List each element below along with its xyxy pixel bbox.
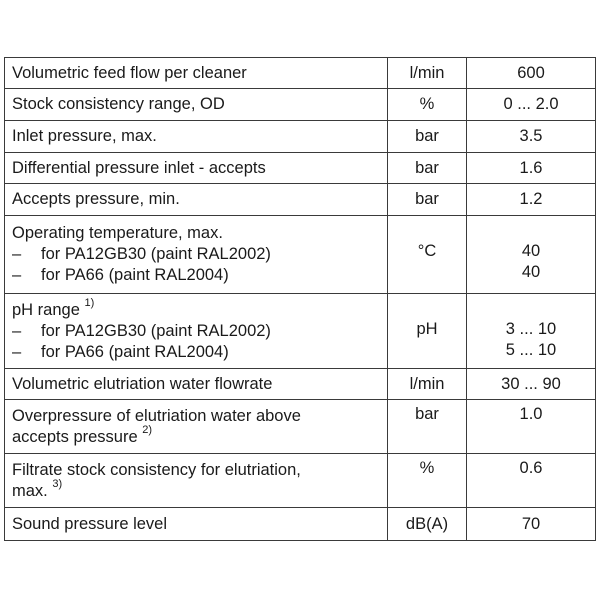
unit-cell: bar <box>388 121 467 153</box>
unit-cell: l/min <box>388 369 467 400</box>
unit-cell: bar <box>388 184 467 216</box>
table-row-differential-pressure <box>5 153 596 184</box>
parameter-cell: Volumetric elutriation water flowrate <box>5 369 388 400</box>
value-cell: 1.0 <box>467 400 596 454</box>
unit-cell: l/min <box>388 58 467 89</box>
parameter-line <box>12 478 387 502</box>
value-line: 40 <box>521 263 541 281</box>
footnote-marker: 3) <box>52 478 63 490</box>
value-cell: 3.5 <box>467 121 596 153</box>
parameter-line: Overpressure of elutriation water above <box>12 406 301 425</box>
sub-item <box>12 321 387 342</box>
dash-bullet: – <box>12 321 22 340</box>
sub-item-label: for PA12GB30 (paint RAL2002) <box>41 321 271 340</box>
sub-item <box>12 244 387 265</box>
parameter-label <box>12 297 387 321</box>
parameter-cell <box>5 454 388 508</box>
table-row-filtrate-consistency <box>5 454 596 508</box>
sub-item <box>12 342 387 363</box>
parameter-line: Filtrate stock consistency for elutriation, <box>12 460 301 479</box>
parameter-cell: Accepts pressure, min. <box>5 184 388 216</box>
value-line: 3 ... 10 <box>505 320 557 338</box>
footnote-marker: 2) <box>142 424 153 436</box>
specification-table <box>4 57 596 541</box>
value-line: 40 <box>521 242 541 260</box>
value-cell <box>467 216 596 294</box>
parameter-text: max. <box>12 481 48 500</box>
table-row-ph-range <box>5 294 596 369</box>
unit-cell: bar <box>388 153 467 184</box>
value-cell: 1.2 <box>467 184 596 216</box>
unit-cell: % <box>388 454 467 508</box>
parameter-cell <box>5 400 388 454</box>
parameter-label: Operating temperature, max. <box>12 224 223 242</box>
table-row-accepts-pressure <box>5 184 596 216</box>
parameter-cell: Volumetric feed flow per cleaner <box>5 58 388 89</box>
sub-item-label: for PA66 (paint RAL2004) <box>41 342 229 361</box>
value-cell: 70 <box>467 508 596 541</box>
parameter-text: accepts pressure <box>12 427 138 446</box>
value-cell: 30 ... 90 <box>467 369 596 400</box>
sub-item-label: for PA66 (paint RAL2004) <box>41 266 229 284</box>
footnote-marker: 1) <box>84 297 95 309</box>
table-row-elutriation-overpressure <box>5 400 596 454</box>
table-row-operating-temperature <box>5 216 596 294</box>
parameter-cell: Sound pressure level <box>5 508 388 541</box>
parameter-cell: Differential pressure inlet - accepts <box>5 153 388 184</box>
sub-item-label: for PA12GB30 (paint RAL2002) <box>41 245 271 263</box>
parameter-text: pH range <box>12 300 80 319</box>
table-row-elutriation-flowrate <box>5 369 596 400</box>
dash-bullet: – <box>12 266 22 284</box>
unit-cell: pH <box>388 294 467 369</box>
value-cell: 0 ... 2.0 <box>467 89 596 121</box>
table-row-stock-consistency <box>5 89 596 121</box>
parameter-line <box>12 424 387 448</box>
parameter-cell <box>5 294 388 369</box>
value-cell: 600 <box>467 58 596 89</box>
unit-cell: % <box>388 89 467 121</box>
dash-bullet: – <box>12 245 22 263</box>
value-line: 5 ... 10 <box>505 341 557 359</box>
unit-cell: dB(A) <box>388 508 467 541</box>
dash-bullet: – <box>12 342 22 361</box>
value-cell: 0.6 <box>467 454 596 508</box>
unit-cell: °C <box>388 216 467 294</box>
value-cell <box>467 294 596 369</box>
value-cell: 1.6 <box>467 153 596 184</box>
table-row-sound-pressure <box>5 508 596 541</box>
parameter-cell: Stock consistency range, OD <box>5 89 388 121</box>
unit-cell: bar <box>388 400 467 454</box>
table-row-inlet-pressure <box>5 121 596 153</box>
parameter-cell: Inlet pressure, max. <box>5 121 388 153</box>
sub-item <box>12 265 387 286</box>
table-row-feed-flow <box>5 58 596 89</box>
parameter-cell <box>5 216 388 294</box>
